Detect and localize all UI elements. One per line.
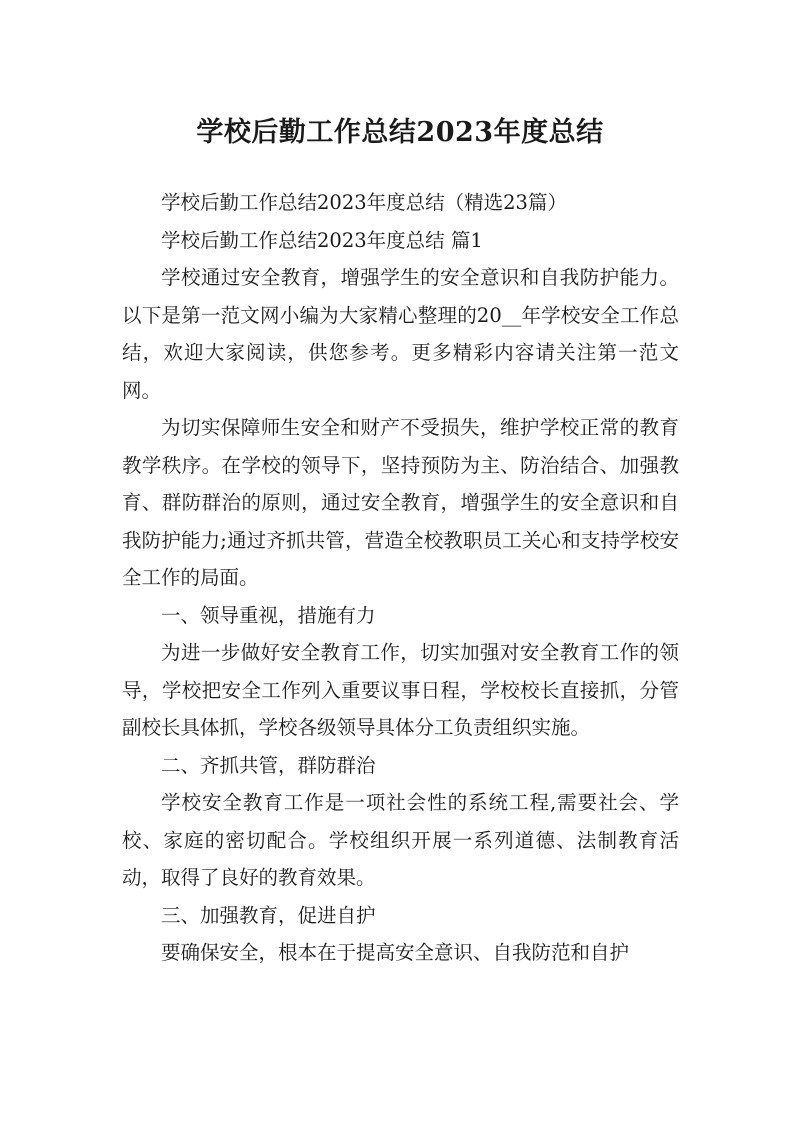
section-heading: 一、领导重视，措施有力: [161, 603, 376, 627]
body-paragraph: 学校通过安全教育，增强学生的安全意识和自我防护能力。以下是第一范文网小编为大家精心整理的20__年学校安全工作总结，欢迎大家阅读，供您参考。更多精彩内容请关注第一范文网。: [122, 266, 679, 402]
document-body: [122, 184, 679, 972]
body-paragraph: 为进一步做好安全教育工作，切实加强对安全教育工作的领导，学校把安全工作列入重要议事日程，学校校长直接抓，分管副校长具体抓，学校各级领导具体分工负责组织实施。: [122, 641, 679, 739]
body-paragraph: 要确保安全，根本在于提高安全意识、自我防范和自护: [161, 941, 630, 964]
section-heading: 学校后勤工作总结2023年度总结 篇1: [161, 228, 483, 252]
body-paragraph: 为切实保障师生安全和财产不受损失，维护学校正常的教育教学秩序。在学校的领导下，坚持预防为主、防治结合、加强教育、群防群治的原则，通过安全教育，增强学生的安全意识和自我防护能力;通过齐抓共管，营造全校教职员工关心和支持学校安全工作的局面。: [122, 416, 679, 589]
subtitle-paragraph: 学校后勤工作总结2023年度总结（精选23篇）: [161, 191, 567, 214]
section-heading: 二、齐抓共管，群防群治: [161, 753, 376, 777]
document-title: 学校后勤工作总结2023年度总结: [196, 117, 604, 149]
body-paragraph: 学校安全教育工作是一项社会性的系统工程,需要社会、学校、家庭的密切配合。学校组织开展一系列道德、法制教育活动，取得了良好的教育效果。: [122, 791, 679, 889]
section-heading: 三、加强教育，促进自护: [161, 903, 376, 927]
